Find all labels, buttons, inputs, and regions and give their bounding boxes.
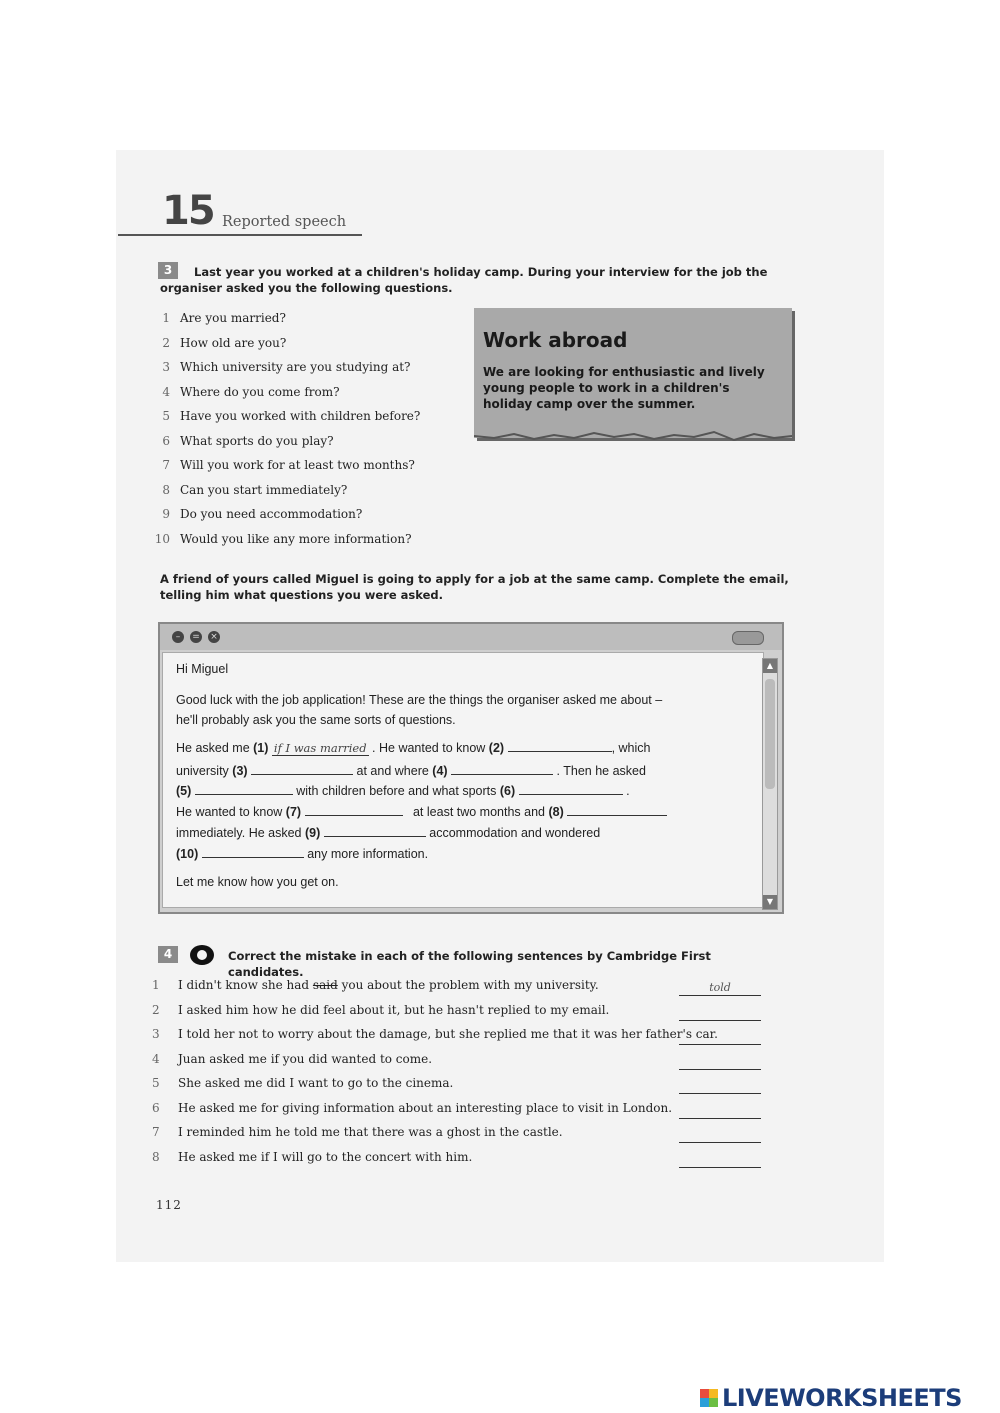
answer-3-blank[interactable] [251,763,353,775]
scroll-up-icon[interactable]: ▲ [763,659,777,673]
question-list [152,311,420,556]
list-item: 7 I reminded him he told me that there was a ghost in the castle. [152,1125,764,1150]
email-line-6: (10) any more information. [176,847,429,861]
answer-10-blank[interactable] [202,846,304,858]
list-item: 6 He asked me for giving information about an interesting place to visit in London. [152,1101,764,1126]
maximize-icon[interactable]: = [190,631,202,643]
toolbar-toggle-button[interactable] [732,631,764,645]
answer-8-blank[interactable] [567,804,667,816]
list-item: 5 She asked me did I want to go to the cinema. [152,1076,764,1101]
email-line-1: He asked me (1) if I was married . He wanted to know (2) , which [176,741,651,755]
email-greeting: Hi Miguel [176,662,229,676]
list-item: 8 Can you start immediately? [162,482,348,497]
answer-field[interactable] [679,1056,761,1070]
email-intro: Good luck with the job application! These are the things the organiser asked me about – [176,693,663,707]
email-line-2: university (3) at and where (4) . Then he asked [176,764,646,778]
email-closing: Let me know how you get on. [176,875,339,889]
exercise-3-instruction: Last year you worked at a children's holiday camp. During your interview for the job the organiser asked you the following questions. [160,265,768,295]
answer-9-blank[interactable] [324,825,426,837]
email-intro-2: he'll probably ask you the same sorts of questions. [176,713,456,727]
answer-7-blank[interactable] [305,804,403,816]
close-icon[interactable]: × [208,631,220,643]
liveworksheets-icon [700,1389,718,1407]
list-item: 9 Do you need accommodation? [162,507,363,521]
email-body [162,652,764,908]
list-item: 4 Where do you come from? [162,384,340,399]
email-line-3: (5) with children before and what sports (6) . [176,784,630,798]
list-item: 2 How old are you? [162,335,287,350]
answer-field[interactable]: told [679,982,761,996]
list-item: 6 What sports do you play? [162,433,334,448]
answer-6-blank[interactable] [519,783,623,795]
exercise-3-email-instruction: A friend of yours called Miguel is going to apply for a job at the same camp. Complete the email, telling him what questions you were asked. [160,572,789,602]
brand-name: LIVEWORKSHEETS [722,1384,962,1412]
exam-eye-icon [190,945,214,965]
chapter-title: Reported speech [222,214,347,230]
scrollbar[interactable] [762,658,778,910]
answer-2-blank[interactable] [508,740,612,752]
answer-field[interactable] [679,1154,761,1168]
list-item: 3 Which university are you studying at? [162,360,411,374]
list-item: 1 I didn't know she had said you about the problem with my university. told [152,978,764,1003]
answer-field[interactable] [679,1080,761,1094]
window-title-bar [160,624,782,650]
list-item: 7 Will you work for at least two months? [162,458,415,472]
answer-5-blank[interactable] [195,783,293,795]
answer-field[interactable] [679,1007,761,1021]
ad-body: We are looking for enthusiastic and lively young people to work in a children's holiday camp over the summer. [483,365,765,411]
answer-1-handwritten[interactable]: if I was married [273,741,367,755]
work-abroad-ad [474,308,792,438]
list-item: 8 He asked me if I will go to the concert with him. [152,1150,764,1175]
chapter-number: 15 [162,188,214,234]
answer-field[interactable] [679,1129,761,1143]
email-line-4: He wanted to know (7) at least two months and (8) [176,804,667,819]
exercise-4-badge: 4 [158,946,178,963]
list-item: 5 Have you worked with children before? [162,409,421,423]
answer-field[interactable] [679,1105,761,1119]
list-item: 2 I asked him how he did feel about it, but he hasn't replied to my email. [152,1003,764,1028]
scroll-thumb[interactable] [765,679,775,789]
scroll-down-icon[interactable]: ▼ [763,895,777,909]
answer-field[interactable] [679,1031,761,1045]
exercise-3-badge: 3 [158,262,178,279]
list-item: 1 Are you married? [162,311,286,325]
chapter-rule [118,234,362,236]
list-item: 4 Juan asked me if you did wanted to come. [152,1052,764,1077]
torn-edge-graphic [474,428,796,448]
sentence-list [152,978,764,1174]
ad-title: Work abroad [483,328,628,352]
liveworksheets-logo[interactable] [700,1384,962,1412]
email-line-5: immediately. He asked (9) accommodation and wondered [176,826,601,840]
list-item: 3 I told her not to worry about the damage, but she replied me that it was her father's car. [152,1027,764,1052]
exercise-4-instruction: Correct the mistake in each of the following sentences by Cambridge First candidates. [228,949,711,979]
page-number: 112 [156,1198,182,1212]
list-item: 10 Would you like any more information? [154,531,412,546]
minimize-icon[interactable]: – [172,631,184,643]
answer-4-blank[interactable] [451,763,553,775]
